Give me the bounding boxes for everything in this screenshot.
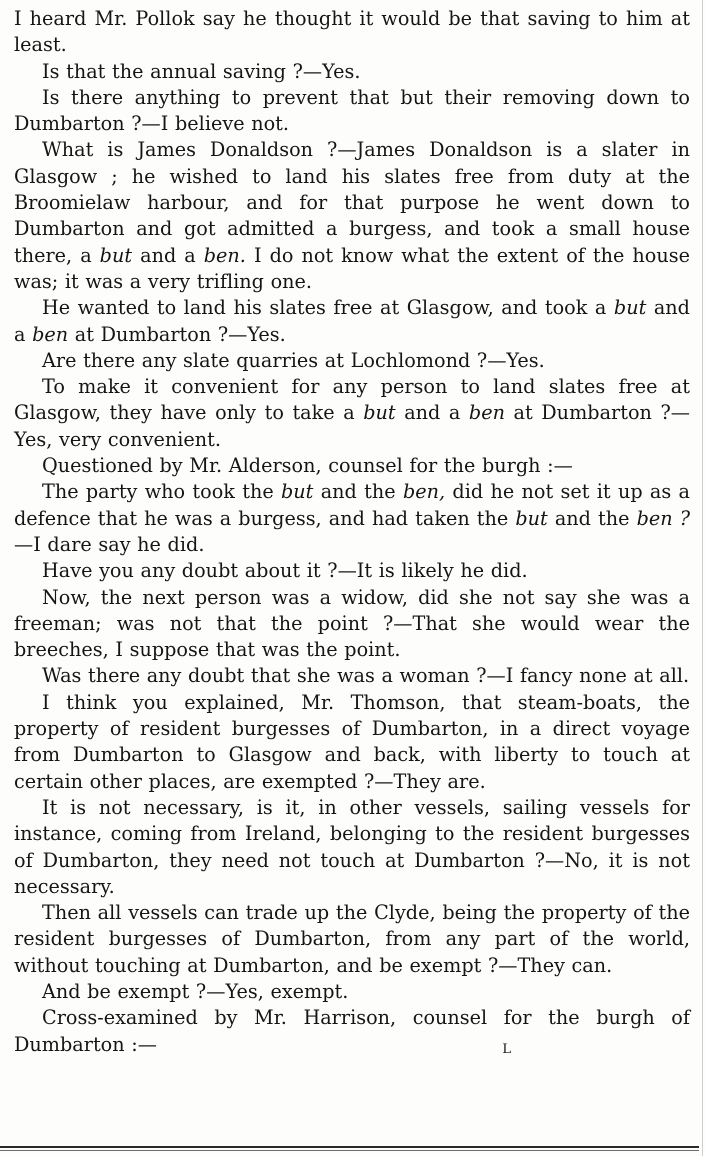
italic-term: but [515, 506, 548, 530]
text-run: Is that the annual saving ?—Yes. [42, 59, 361, 83]
italic-term: but [363, 401, 396, 425]
paragraph [14, 374, 690, 453]
italic-term: ben. [203, 243, 246, 267]
italic-term: ben ? [636, 506, 691, 530]
italic-term: ben, [402, 480, 446, 504]
paragraph [14, 137, 690, 295]
text-run: and a [395, 401, 469, 425]
paragraph [14, 59, 690, 85]
paragraph [14, 585, 690, 664]
paragraph [14, 900, 690, 979]
paragraph [14, 479, 690, 558]
text-run: Cross-examined by Mr. Harrison, counsel for the burgh of Dumbarton :— [14, 1006, 690, 1056]
text-run: I heard Mr. Pollok say he thought it would be that saving to him at least. [14, 7, 690, 57]
text-run: What is James Donaldson ?—James Donaldson is a slater in Glasgow ; he wished to land his slates free from duty at the Broomielaw harbour, and for that purpose he went down to Dumbarton and got admitted a burgess, and took a small house there, a [14, 138, 690, 267]
paragraph [14, 795, 690, 900]
paragraph [14, 85, 690, 138]
paragraph [14, 348, 690, 374]
paragraph [14, 6, 690, 59]
paragraph [14, 690, 690, 795]
text-run: Have you any doubt about it ?—It is likely he did. [42, 559, 528, 583]
text-run: To make it convenient for any person to land slates free at Glasgow, they have only to take a [14, 375, 690, 425]
text-run: at Dumbarton ?—Yes. [68, 322, 286, 346]
paragraph [14, 1005, 690, 1058]
italic-term: ben [468, 401, 505, 425]
text-run: The party who took the [42, 480, 281, 504]
text-run: and a [132, 243, 204, 267]
italic-term: but [613, 296, 647, 320]
text-run: Questioned by Mr. Alderson, counsel for the burgh :— [42, 454, 573, 478]
text-run: Is there anything to prevent that but their removing down to Dumbarton ?—I believe not. [14, 85, 690, 136]
text-run: Are there any slate quarries at Lochlomond ?—Yes. [42, 348, 545, 372]
italic-term: but [99, 243, 133, 267]
paragraph [14, 295, 690, 348]
text-run: It is not necessary, is it, in other vessels, sailing vessels for instance, coming from Ireland, belonging to the resident burgesses of Dumbarton, they need not touch at Dumbarton ?—No, it is not necessary. [14, 795, 690, 898]
text-run: Then all vessels can trade up the Clyde, being the property of the resident burgesses of Dumbarton, from any part of the world, without touching at Dumbarton, and be exempt ?—They can. [14, 901, 690, 977]
text-run: —I dare say he did. [14, 532, 205, 556]
text-run: at Dumbarton ?—Yes, very convenient. [14, 401, 690, 451]
paragraph [14, 979, 690, 1005]
paragraph [14, 558, 690, 584]
text-run: Was there any doubt that she was a woman ?—I fancy none at all. [42, 664, 690, 688]
text-run: And be exempt ?—Yes, exempt. [42, 979, 349, 1003]
page-edge-line [702, 0, 703, 1156]
text-run: and a [14, 296, 690, 346]
text-run: He wanted to land his slates free at Glasgow, and took a [42, 296, 614, 320]
bottom-rule [0, 1146, 699, 1148]
bottom-rule-thin [0, 1150, 699, 1151]
text-run: did he not set it up as a defence that he was a burgess, and had taken the [14, 480, 691, 530]
italic-term: ben [32, 322, 69, 346]
italic-term: but [281, 480, 314, 504]
signature-mark: L [502, 1041, 512, 1057]
text-column [14, 6, 690, 1058]
text-run: and the [547, 506, 637, 530]
text-run: I do not know what the extent of the house was; it was a very trifling one. [14, 243, 690, 293]
text-run: Now, the next person was a widow, did she not say she was a freeman; was not that the point ?—That she would wear the breeches, I suppose that was the point. [14, 585, 690, 662]
text-run: and the [313, 480, 403, 504]
text-run: I think you explained, Mr. Thomson, that steam-boats, the property of resident burgesses of Dumbarton, in a direct voyage from Dumbarton to Glasgow and back, with liberty to touch at certain other places, are exempted ?—They are. [14, 690, 690, 793]
paragraph [14, 453, 690, 479]
paragraph [14, 663, 690, 689]
